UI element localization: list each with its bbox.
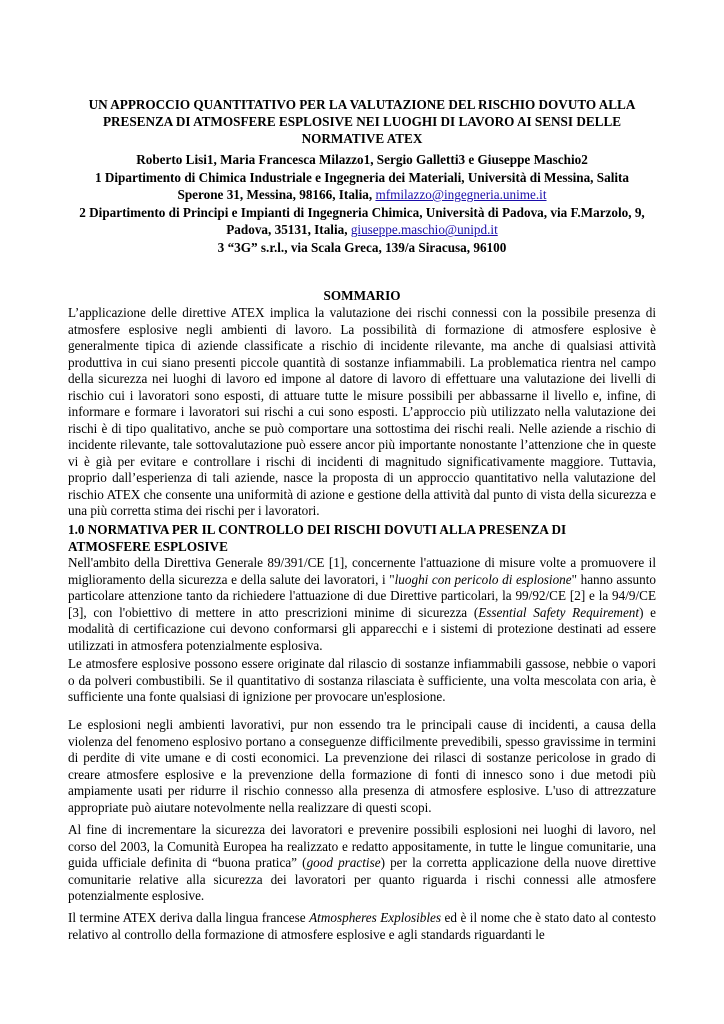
sommario-paragraph: L’applicazione delle direttive ATEX implica la valutazione dei rischi connessi con la possibile presenza di atmosfere esplosive negli ambienti di lavoro. La possibilità di formazione di atmosfere esplosive è generalmente tipica di aziende classificate a rischio di incidente rilevante, ma anche di qualsiasi attività produttiva in cui siano presenti piccole quantità di sostanze infiammabili. La problematica rientra nel campo della sicurezza nei luoghi di lavoro ed impone al datore di lavoro di effettuare una valutazione dei livelli di rischio cui i lavoratori sono esposti, di attuare tutte le misure possibili per abbassarne il livello e, infine, di informare e formare i lavoratori sui rischi a cui sono esposti. L’approccio più utilizzato nella valutazione dei rischi è di tipo qualitativo, anche se può comportare una sottostima dei rischi reali. Nelle aziende a rischio di incidente rilevante, tale sottovalutazione può essere ancor più importante nonostante l’attenzione che in queste vi è già per evitare e controllare i rischi di incidenti di magnitudo significativamente maggiore. Tuttavia, proprio dall’esperienza di tali aziende, nasce la proposta di un approccio quantitativo nella valutazione del rischio ATEX che consente una uniformità di azione e gestione della attività dal punto di vista della sicurezza e una più corretta stima dei rischi per i lavoratori. [68, 305, 656, 518]
p1-text-c: ) e modalità di certificazione cui devono conformarsi gli apparecchi e i sistemi di protezione destinati ad essere utilizzati in atmosfera potenzialmente esplosiva. [68, 604, 657, 653]
affiliation-2-line-1: 2 Dipartimento di Principi e Impianti di Ingegneria Chimica, Università di Padova, via F.Marzolo, 9, [79, 204, 645, 220]
affiliation-2-line-2 [68, 221, 656, 239]
sommario-heading: SOMMARIO [323, 288, 401, 303]
author-names: Roberto Lisi1, Maria Francesca Milazzo1, Sergio Galletti3 e Giuseppe Maschio2 [136, 152, 588, 167]
affiliation-2-address: Padova, 35131, Italia, [226, 222, 348, 238]
p5-emphasis: Atmospheres Explosibles [309, 910, 442, 925]
p1-text-a: Nell'ambito della Direttiva Generale 89/391/CE [1], concernente l'attuazione di misure volte a promuovere il miglioramento della sicurezza e della salute dei lavoratori, i " [68, 555, 656, 587]
p4-emphasis: good practise [306, 855, 381, 870]
section-1-paragraph-4 [68, 822, 656, 905]
affiliation-3: 3 “3G” s.r.l., via Scala Greca, 139/a Siracusa, 96100 [217, 239, 507, 255]
title-line-3: NORMATIVE ATEX [301, 131, 423, 146]
p4-text-b: ) per la corretta applicazione della nuove direttive comunitarie relative alla sicurezza dei lavoratori per quanto riguarda i rischi connessi alle atmosfere potenzialmente esplosive. [68, 855, 656, 903]
section-1-heading-line-1: 1.0 NORMATIVA PER IL CONTROLLO DEI RISCHI DOVUTI ALLA PRESENZA DI [68, 522, 567, 537]
affiliation-1-address: Sperone 31, Messina, 98166, Italia, [177, 187, 373, 203]
section-1-paragraph-3: Le esplosioni negli ambienti lavorativi, pur non essendo tra le principali cause di incidenti, a causa della violenza del fenomeno esplosivo portano a conseguenze difficilmente prevedibili, spesso gravissime in termini di perdite di vite umane e di costi economici. La prevenzione dei rilasci di sostanze pericolose in grado di creare atmosfere esplosive e la prevenzione della formazione di fonti di innesco sono i due metodi più ampiamente usati per ridurre il rischio connesso alla presenza di atmosfere esplosive. L'uso di attrezzature appropriate può aiutare notevolmente nella realizzare di questi scopi. [68, 717, 656, 815]
p1-text-b: " hanno assunto particolare attenzione tanto da richiedere l'attuazione di due Direttive particolari, la 99/92/CE [2] e la 94/9/CE [3], con l'obiettivo di mettere in atto prescrizioni minime di sicurezza ( [68, 571, 656, 620]
section-1-paragraph-2: Le atmosfere esplosive possono essere originate dal rilascio di sostanze infiammabili gassose, nebbie o vapori o da polveri combustibili. Se il quantitativo di sostanza rilasciata è sufficiente, una volta mescolata con aria, è sufficiente una fonte qualsiasi di ignizione per provocare un'esplosione. [68, 656, 656, 704]
p5-text-a: Il termine ATEX deriva dalla lingua francese [68, 910, 310, 925]
section-1-paragraph-5 [68, 910, 656, 943]
p1-emphasis-1: luoghi con pericolo di esplosione [394, 571, 572, 587]
section-1-paragraph-1 [68, 555, 656, 654]
affiliation-1-line-2 [68, 186, 656, 204]
p4-text-a: Al fine di incrementare la sicurezza dei lavoratori e prevenire possibili esplosioni nei luoghi di lavoro, nel corso del 2003, la Comunità Europea ha realizzato e redatto appositamente, in tutte le lingue comunitarie, una guida ufficiale definita di “buona pratica” ( [68, 822, 656, 870]
paper-title [68, 96, 656, 147]
p1-emphasis-2: Essential Safety Requirement [478, 604, 640, 620]
author-block [68, 151, 656, 257]
section-1-heading [68, 522, 656, 555]
title-line-1: UN APPROCCIO QUANTITATIVO PER LA VALUTAZIONE DEL RISCHIO DOVUTO ALLA [88, 97, 636, 112]
email-link-maschio[interactable]: giuseppe.maschio@unipd.it [350, 222, 498, 238]
section-1-heading-line-2: ATMOSFERE ESPLOSIVE [68, 538, 228, 554]
affiliation-1-line-1: 1 Dipartimento di Chimica Industriale e Ingegneria dei Materiali, Università di Messina, Salita [94, 169, 630, 185]
title-line-2: PRESENZA DI ATMOSFERE ESPLOSIVE NEI LUOGHI DI LAVORO AI SENSI DELLE [102, 114, 622, 129]
p5-text-b: ed è il nome che è stato dato al contesto relativo al controllo della formazione di atmosfere esplosive e agli standards riguardanti le [68, 910, 657, 942]
email-link-milazzo[interactable]: mfmilazzo@ingegneria.unime.it [375, 187, 547, 203]
